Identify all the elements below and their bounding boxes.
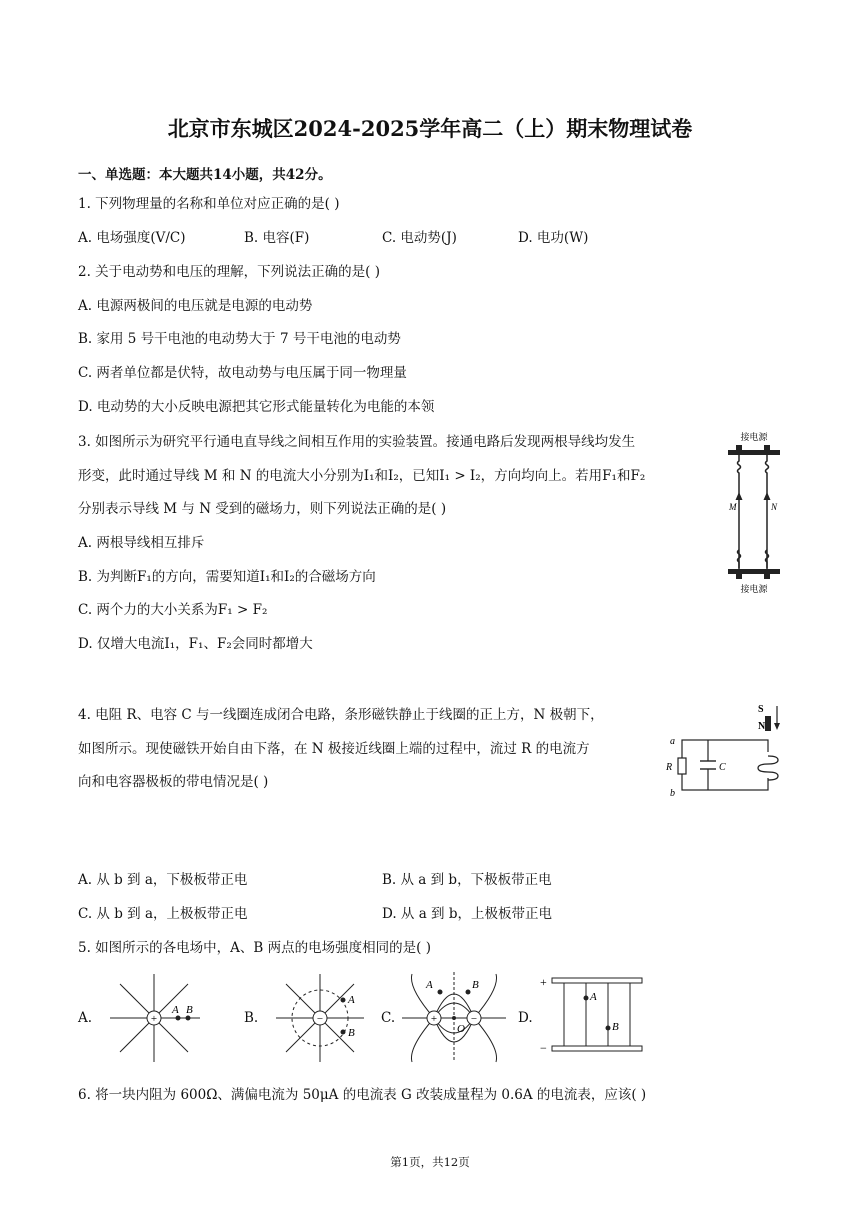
point-b-label: B — [612, 1021, 619, 1033]
point-a-label: A — [590, 991, 597, 1003]
point-a-label: A — [426, 979, 433, 991]
q3-stem-line1: 3. 如图所示为研究平行通电直导线之间相互作用的实验装置。接通电路后发现两根导线均发生 — [78, 434, 636, 450]
node-a-label: a — [670, 736, 675, 747]
plus-charge-label: + — [430, 1013, 438, 1025]
parallel-wires-figure — [718, 428, 790, 596]
q2-option-b: B. 家用 5 号干电池的电动势大于 7 号干电池的电动势 — [78, 331, 401, 347]
point-charge-negative-figure — [270, 970, 370, 1066]
magnet-n-label: N — [758, 721, 766, 732]
q2-option-c: C. 两者单位都是伏特，故电动势与电压属于同一物理量 — [78, 365, 407, 381]
q3-stem-line3: 分别表示导线 M 与 N 受到的磁场力，则下列说法正确的是( ) — [78, 501, 447, 517]
q3-option-c: C. 两个力的大小关系为F₁ > F₂ — [78, 602, 268, 618]
q1-option-c: C. 电动势(J) — [382, 230, 457, 246]
q4-stem-line1: 4. 电阻 R、电容 C 与一线圈连成闭合电路，条形磁铁静止于线圈的正上方，N 极朝下， — [78, 707, 604, 723]
q1-option-a: A. 电场强度(V/C) — [78, 230, 186, 246]
power-label-bottom: 接电源 — [740, 584, 768, 594]
rc-coil-circuit-figure — [664, 698, 786, 802]
q2-option-a: A. 电源两极间的电压就是电源的电动势 — [78, 298, 313, 314]
parallel-plates-field-figure — [536, 970, 648, 1062]
q2-stem: 2. 关于电动势和电压的理解，下列说法正确的是( ) — [78, 264, 380, 280]
q5-option-a: A. — [78, 1010, 93, 1026]
q4-option-a: A. 从 b 到 a，下极板带正电 — [78, 872, 248, 888]
q4-option-d: D. 从 a 到 b，上极板带正电 — [382, 906, 552, 922]
point-b-label: B — [472, 979, 479, 991]
point-o-label: O — [457, 1023, 465, 1035]
point-b-label: B — [186, 1004, 193, 1016]
node-b-label: b — [670, 788, 675, 799]
dipole-field-figure — [398, 968, 510, 1066]
page-title: 北京市东城区2024-2025学年高二（上）期末物理试卷 — [167, 116, 693, 141]
power-label-top: 接电源 — [740, 432, 768, 442]
q3-option-a: A. 两根导线相互排斥 — [78, 535, 205, 551]
point-b-label: B — [348, 1027, 355, 1039]
point-charge-positive-figure — [104, 970, 204, 1066]
q3-stem-line2: 形变，此时通过导线 M 和 N 的电流大小分别为I₁和I₂，已知I₁ > I₂，方向均向上。若用F₁和F₂ — [78, 468, 646, 484]
minus-charge-label: − — [470, 1013, 478, 1025]
q5-option-d: D. — [518, 1010, 533, 1026]
plate-minus-label: − — [540, 1041, 547, 1055]
q4-option-b: B. 从 a 到 b，下极板带正电 — [382, 872, 552, 888]
q5-option-c: C. — [381, 1010, 396, 1026]
q5-stem: 5. 如图所示的各电场中，A、B 两点的电场强度相同的是( ) — [78, 940, 431, 956]
wire-m-label: M — [729, 502, 737, 512]
plus-charge-label: + — [150, 1013, 158, 1025]
point-a-label: A — [172, 1004, 179, 1016]
point-a-label: A — [348, 994, 355, 1006]
q1-option-b: B. 电容(F) — [244, 230, 310, 246]
q2-option-d: D. 电动势的大小反映电源把其它形式能量转化为电能的本领 — [78, 399, 435, 415]
page-footer: 第1页，共12页 — [390, 1155, 470, 1169]
minus-charge-label: − — [316, 1013, 324, 1025]
wire-n-label: N — [771, 502, 778, 512]
plate-plus-label: + — [540, 975, 547, 989]
magnet-s-label: S — [758, 704, 764, 715]
q6-stem: 6. 将一块内阻为 600Ω、满偏电流为 50μA 的电流表 G 改装成量程为 0.6A 的电流表，应该( ) — [78, 1087, 647, 1103]
resistor-label: R — [666, 762, 673, 773]
q1-option-d: D. 电功(W) — [518, 230, 589, 246]
q3-option-b: B. 为判断F₁的方向，需要知道I₁和I₂的合磁场方向 — [78, 569, 376, 585]
q5-option-b: B. — [244, 1010, 259, 1026]
q4-stem-line2: 如图所示。现使磁铁开始自由下落，在 N 极接近线圈上端的过程中，流过 R 的电流方 — [78, 741, 590, 757]
q4-option-c: C. 从 b 到 a，上极板带正电 — [78, 906, 248, 922]
q4-stem-line3: 向和电容器极板的带电情况是( ) — [78, 774, 269, 790]
section-heading: 一、单选题：本大题共14小题，共42分。 — [78, 167, 332, 183]
q3-option-d: D. 仅增大电流I₁，F₁、F₂会同时都增大 — [78, 636, 313, 652]
q1-stem: 1. 下列物理量的名称和单位对应正确的是( ) — [78, 196, 340, 212]
capacitor-label: C — [719, 762, 726, 773]
